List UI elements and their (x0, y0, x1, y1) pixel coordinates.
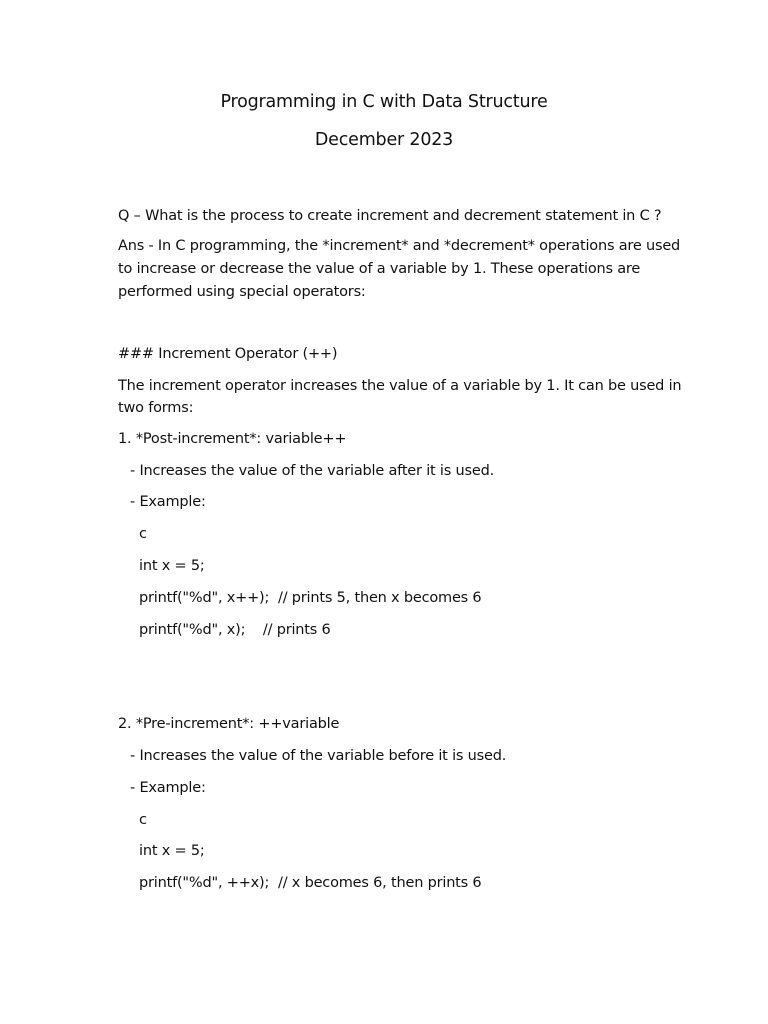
code-line: int x = 5; (139, 843, 205, 859)
question-text: Q – What is the process to create increment and decrement statement in C ? (118, 208, 662, 224)
document-title: Programming in C with Data Structure (220, 92, 548, 112)
code-line: printf("%d", ++x); // x becomes 6, then prints 6 (139, 875, 482, 891)
post-increment-example-label: - Example: (130, 494, 206, 510)
code-language-label: c (139, 812, 147, 828)
post-increment-heading: 1. *Post-increment*: variable++ (118, 431, 347, 447)
code-line: int x = 5; (139, 558, 205, 574)
code-line: printf("%d", x++); // prints 5, then x becomes 6 (139, 590, 482, 606)
pre-increment-heading: 2. *Pre-increment*: ++variable (118, 716, 340, 732)
pre-increment-example-label: - Example: (130, 780, 206, 796)
post-increment-description: - Increases the value of the variable after it is used. (130, 463, 494, 479)
document-date: December 2023 (314, 130, 454, 150)
section-heading: ### Increment Operator (++) (118, 346, 338, 362)
code-language-label: c (139, 526, 147, 542)
section-intro-line: The increment operator increases the value of a variable by 1. It can be used in (118, 378, 682, 394)
answer-line: to increase or decrease the value of a variable by 1. These operations are (118, 261, 641, 277)
pre-increment-description: - Increases the value of the variable before it is used. (130, 748, 507, 764)
code-line: printf("%d", x); // prints 6 (139, 622, 331, 638)
section-intro-line: two forms: (118, 400, 194, 416)
answer-line: Ans - In C programming, the *increment* and *decrement* operations are used (118, 238, 681, 254)
answer-line: performed using special operators: (118, 284, 366, 300)
